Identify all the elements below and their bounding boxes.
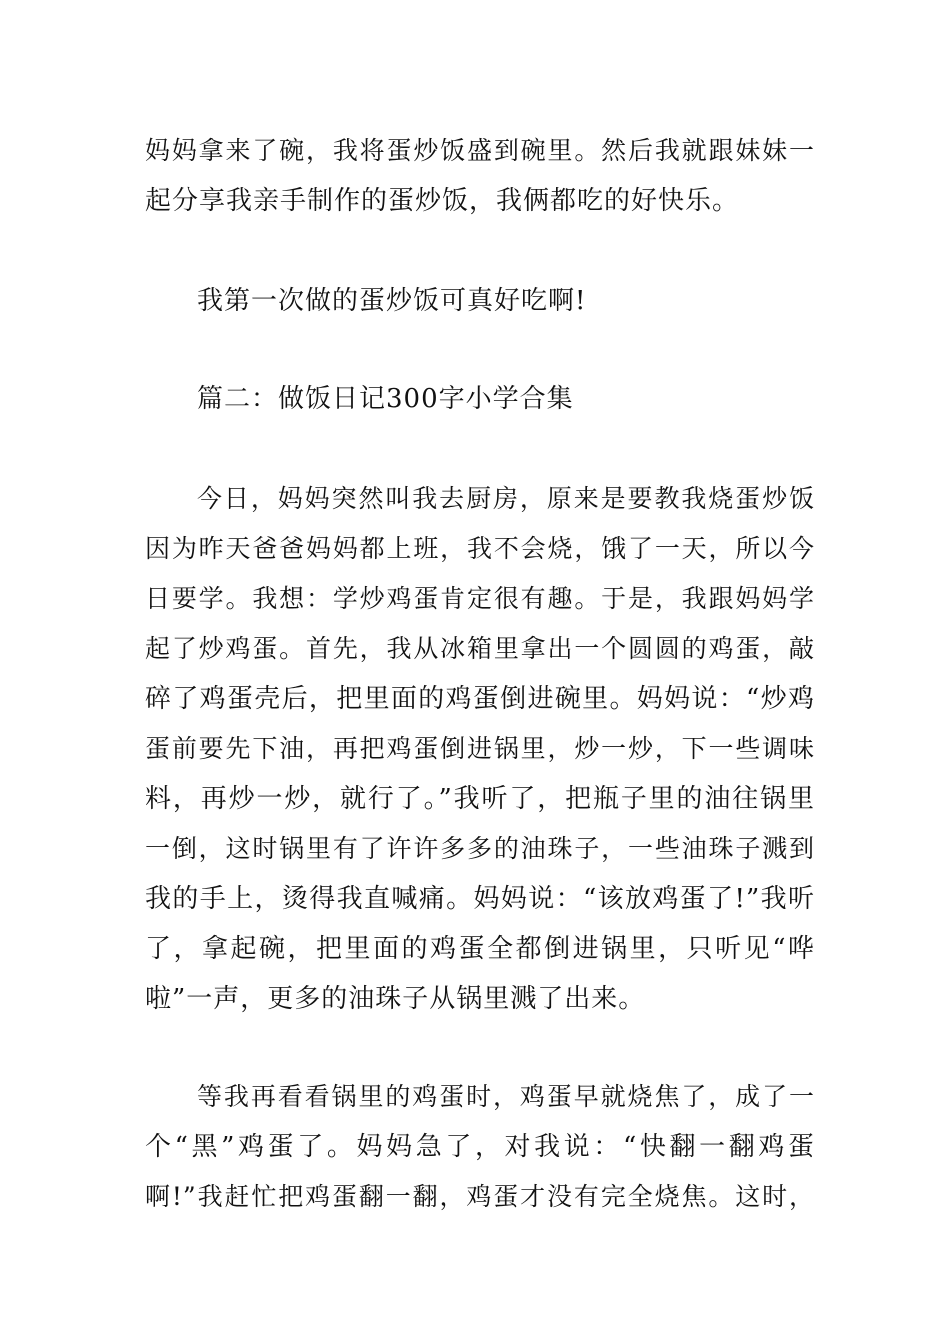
paragraph-1-line-1: 妈妈拿来了碗，我将蛋炒饭盛到碗里。然后我就跟妹妹一 [145,136,815,165]
paragraph-5-line-3: 啊!”我赶忙把鸡蛋翻一翻，鸡蛋才没有完全烧焦。这时， [145,1182,815,1211]
paragraph-4-line-6: 蛋前要先下油，再把鸡蛋倒进锅里，炒一炒，下一些调味 [145,734,815,763]
paragraph-4-line-10: 了，拿起碗，把里面的鸡蛋全都倒进锅里，只听见“哗 [145,934,815,964]
paragraph-4-line-11: 啦”一声，更多的油珠子从锅里溅了出来。 [145,984,646,1014]
paragraph-4-line-9: 我的手上，烫得我直喊痛。妈妈说：“该放鸡蛋了!”我听 [145,884,815,914]
paragraph-4-line-3: 日要学。我想：学炒鸡蛋肯定很有趣。于是，我跟妈妈学 [145,584,815,613]
paragraph-5-line-2: 个“黑”鸡蛋了。妈妈急了，对我说：“快翻一翻鸡蛋 [145,1132,815,1162]
paragraph-1-line-2: 起分享我亲手制作的蛋炒饭，我俩都吃的好快乐。 [145,186,740,216]
paragraph-4-line-2: 因为昨天爸爸妈妈都上班，我不会烧，饿了一天，所以今 [145,534,815,563]
paragraph-4-line-8: 一倒，这时锅里有了许许多多的油珠子，一些油珠子溅到 [145,834,815,863]
paragraph-2-line-1: 我第一次做的蛋炒饭可真好吃啊! [197,286,587,316]
paragraph-4-line-5: 碎了鸡蛋壳后，把里面的鸡蛋倒进碗里。妈妈说：“炒鸡 [145,684,815,714]
paragraph-4-line-1: 今日，妈妈突然叫我去厨房，原来是要教我烧蛋炒饭 [197,484,815,513]
paragraph-4-line-4: 起了炒鸡蛋。首先，我从冰箱里拿出一个圆圆的鸡蛋，敲 [145,634,815,663]
paragraph-5-line-1: 等我再看看锅里的鸡蛋时，鸡蛋早就烧焦了，成了一 [197,1082,815,1111]
paragraph-4-line-7: 料，再炒一炒，就行了。”我听了，把瓶子里的油往锅里 [145,784,815,814]
section-heading: 篇二：做饭日记300字小学合集 [197,384,574,414]
